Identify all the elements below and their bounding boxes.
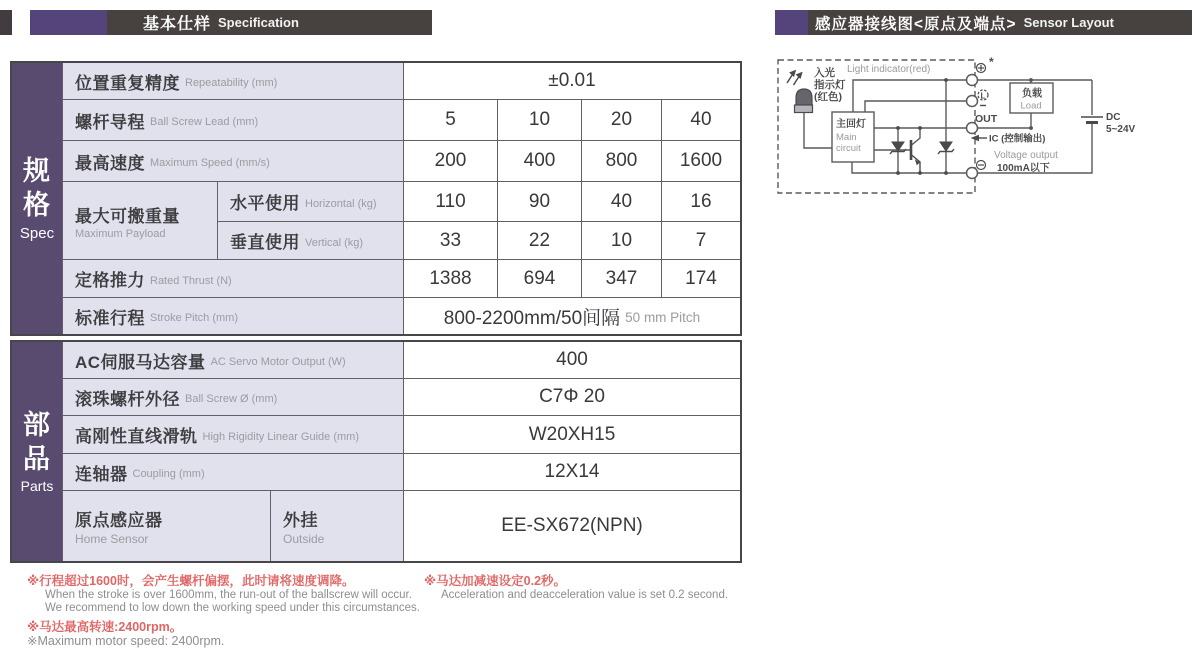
out-label: OUT (975, 113, 998, 125)
value-thrust-4: 174 (662, 260, 740, 297)
sidebar-spec (12, 63, 62, 334)
row-label-stroke-pitch: 标准行程 Stroke Pitch (mm) (63, 298, 403, 334)
sidebar-spec-en: Spec (19, 224, 55, 242)
value-horizontal-1: 110 (404, 182, 497, 221)
note-motor-speed-en: ※Maximum motor speed: 2400rpm. (27, 634, 225, 648)
value-servo-output: 400 (404, 342, 740, 378)
main-circuit-label-zh: 主回灯 (836, 119, 866, 130)
value-linear-guide: W20XH15 (404, 416, 740, 453)
led-icon (795, 89, 813, 113)
value-coupling: 12X14 (404, 454, 740, 490)
led-label-line2: 指示灯 (814, 79, 846, 91)
value-vertical-4: 7 (662, 222, 740, 259)
note-stroke-warning-en2: We recommend to low down the working speed under this circumstances. (45, 602, 420, 614)
value-thrust-3: 347 (582, 260, 661, 297)
note-motor-speed-zh: ※马达最高转速:2400rpm。 (27, 620, 183, 634)
note-acceleration-zh: ※马达加减速设定0.2秒。 (424, 574, 567, 588)
value-ball-screw-dia: C7Φ 20 (404, 379, 740, 415)
voltage-output-label: Voltage output (994, 150, 1058, 161)
value-thrust-1: 1388 (404, 260, 497, 297)
row-label-rated-thrust: 定格推力 Rated Thrust (N) (63, 260, 403, 297)
value-repeatability: ±0.01 (404, 63, 740, 99)
value-lead-4: 40 (662, 100, 740, 140)
svg-text:L: L (980, 91, 986, 101)
terminal-plus (967, 75, 978, 86)
value-vertical-1: 33 (404, 222, 497, 259)
value-horizontal-3: 40 (582, 182, 661, 221)
sensor-header-title-en: Sensor Layout (1023, 15, 1114, 30)
value-speed-3: 800 (582, 141, 661, 181)
row-label-coupling: 连轴器 Coupling (mm) (63, 454, 403, 490)
value-home-sensor: EE-SX672(NPN) (404, 491, 740, 561)
led-label-line3: (红色) (814, 91, 842, 103)
row-label-home-sensor: 原点感应器 Home Sensor (63, 491, 270, 561)
value-horizontal-2: 90 (498, 182, 581, 221)
sidebar-parts-en: Parts (20, 478, 54, 495)
value-speed-4: 1600 (662, 141, 740, 181)
value-thrust-2: 694 (498, 260, 581, 297)
sensor-layout-header (808, 10, 1192, 35)
sensor-header-title-zh: 感应器接线图<原点及端点> (815, 15, 1017, 33)
row-label-max-speed: 最高速度 Maximum Speed (mm/s) (63, 141, 403, 181)
spec-header-title-zh: 基本仕样 (143, 16, 212, 33)
value-horizontal-4: 16 (662, 182, 740, 221)
ic-label: IC (控制输出) (989, 133, 1046, 145)
spec-header-accent-square (30, 10, 107, 35)
sidebar-spec-zh: 规格 (23, 156, 51, 220)
row-label-max-payload: 最大可搬重量 Maximum Payload (63, 182, 217, 259)
parts-section-table (10, 340, 742, 563)
sensor-header-accent-square (775, 10, 808, 35)
dc-label: DC (1106, 112, 1121, 123)
note-stroke-warning-en1: When the stroke is over 1600mm, the run-out of the ballscrew will occur. (45, 589, 412, 601)
sidebar-parts-zh: 部品 (23, 409, 51, 474)
main-circuit-label-en2: circuit (836, 143, 861, 154)
main-circuit-label-en1: Main (836, 132, 857, 143)
row-label-linear-guide: 高刚性直线滑轨 High Rigidity Linear Guide (mm) (63, 416, 403, 453)
row-label-ball-screw-dia: 滚珠螺杆外径 Ball Screw Ø (mm) (63, 379, 403, 415)
value-lead-3: 20 (582, 100, 661, 140)
row-label-servo-output: AC伺服马达容量 AC Servo Motor Output (W) (63, 342, 403, 378)
battery-icon (1081, 117, 1103, 123)
light-indicator-label: Light indicator(red) (847, 64, 931, 75)
sidebar-parts (12, 342, 62, 561)
minus-terminal-icon (977, 161, 986, 170)
zener-diode-icon (938, 142, 954, 154)
plus-terminal-icon (977, 64, 986, 73)
led-label-line1: 入光 (814, 67, 835, 79)
spec-header-title-en: Specification (218, 15, 299, 30)
row-label-repeatability: 位置重复精度 Repeatability (mm) (63, 63, 403, 99)
value-speed-2: 400 (498, 141, 581, 181)
spec-section-table (10, 61, 742, 336)
value-stroke-pitch: 800-2200mm/50间隔 50 mm Pitch (404, 298, 740, 334)
sensor-wiring-diagram (775, 55, 1200, 207)
row-label-payload-vertical: 垂直使用 Vertical (kg) (218, 222, 403, 259)
current-limit-label: 100mA以下 (997, 163, 1050, 174)
note-acceleration-en: Acceleration and deacceleration value is set 0.2 second. (441, 589, 729, 601)
value-lead-1: 5 (404, 100, 497, 140)
terminal-minus (967, 168, 978, 179)
zener-diode-icon (890, 142, 906, 154)
terminal-circles (967, 75, 978, 179)
load-label-zh: 负载 (1022, 88, 1042, 100)
row-label-ball-screw-lead: 螺杆导程 Ball Screw Lead (mm) (63, 100, 403, 140)
row-label-sensor-mount: 外挂 Outside (271, 491, 403, 561)
value-lead-2: 10 (498, 100, 581, 140)
spec-header (107, 10, 432, 35)
light-entry-arrows-icon (787, 71, 802, 85)
ic-arrow-icon (972, 136, 987, 141)
left-edge-strip (0, 10, 12, 35)
load-terminal-icon (978, 90, 988, 106)
terminal-load (967, 96, 978, 107)
note-stroke-warning-zh: ※行程超过1600时，会产生螺杆偏摆，此时请将速度调降。 (27, 574, 355, 588)
value-speed-1: 200 (404, 141, 497, 181)
dc-voltage-label: 5~24V (1106, 124, 1136, 135)
load-label-en: Load (1020, 100, 1042, 112)
value-vertical-2: 22 (498, 222, 581, 259)
value-vertical-3: 10 (582, 222, 661, 259)
row-label-payload-horizontal: 水平使用 Horizontal (kg) (218, 182, 403, 221)
asterisk-mark: * (989, 55, 994, 69)
